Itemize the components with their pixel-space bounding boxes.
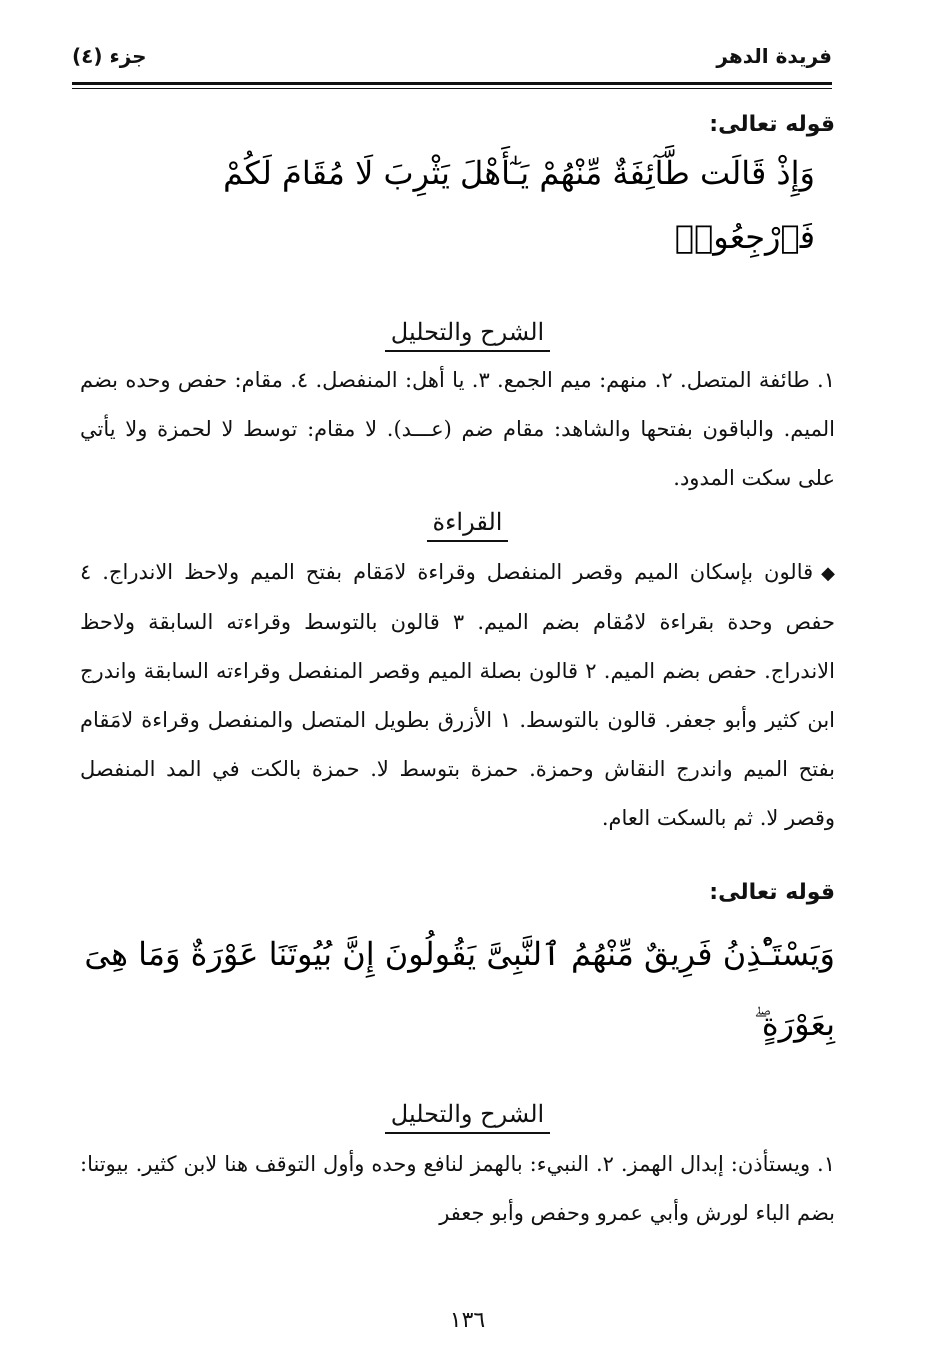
header-rule [72,82,832,85]
reading-heading [0,508,935,542]
reading-text: قالون بإسكان الميم وقصر المنفصل وقراءة لامَقام بفتح الميم ولاحظ الاندراج. ٤ حفص وحدة بقراءة لامُقام بضم الميم. ٣ قالون بالتوسط وقراءته السابقة ولاحظ الاندراج. حفص بضم الميم. ٢ قالون بصلة الميم وقصر المنفصل وقراءته السابقة واندرج ابن كثير وأبو جعفر. قالون بالتوسط. ١ الأزرق بطويل المتصل والمنفصل وقراءة لامَقام بفتح الميم واندرج النقاش وحمزة. حمزة بتوسط لا. حمزة بالكت في المد المنفصل وقصر لا. ثم بالسكت العام. [80,560,835,830]
analysis-heading-1 [0,318,935,352]
diamond-bullet-icon: ◆ [821,563,835,584]
analysis-heading-2-text: الشرح والتحليل [385,1100,550,1134]
reading-paragraph [80,548,835,843]
analysis-heading-1-text: الشرح والتحليل [385,318,550,352]
book-title: فريدة الدهر [716,44,832,68]
reading-heading-text: القراءة [427,508,509,542]
verse-block-2 [80,880,835,1059]
quran-verse-1: وَإِذْ قَالَت طَّآئِفَةٌ مِّنْهُمْ يَـٰٓأَهْلَ يَثْرِبَ لَا مُقَامَ لَكُمْ فَٱرْجِعُوا۟ [223,154,815,256]
verse-intro-2: قوله تعالى: [709,880,835,905]
running-head [72,40,832,74]
verse-intro-1: قوله تعالى: [709,112,835,137]
verse-block-1 [80,112,835,269]
quran-verse-2-line-2: بِعَوْرَةٍ ۖ [753,1005,835,1043]
analysis-heading-2 [0,1100,935,1134]
page-number: ١٣٦ [449,1308,486,1333]
part-label: جزء (٤) [72,44,147,68]
quran-verse-2-line-1: وَيَسْتَـْٔذِنُ فَرِيقٌ مِّنْهُمُ ٱلنَّبِىَّ يَقُولُونَ إِنَّ بُيُوتَنَا عَوْرَةٌ وَمَا هِىَ [84,935,835,973]
analysis-paragraph-1: ١. طائفة المتصل. ٢. منهم: ميم الجمع. ٣. يا أهل: المنفصل. ٤. مقام: حفص وحده بضم الميم. والباقون بفتحها والشاهد: مقام ضم (عـــد). لا مقام: توسط لا لحمزة ولا يأتي على سكت المدود. [80,368,835,490]
analysis-paragraph-2: ١. ويستأذن: إبدال الهمز. ٢. النبيء: بالهمز لنافع وحده وأول التوقف هنا لابن كثير. بيوتنا: بضم الباء لورش وأبي عمرو وحفص وأبو جعفر [80,1152,835,1225]
